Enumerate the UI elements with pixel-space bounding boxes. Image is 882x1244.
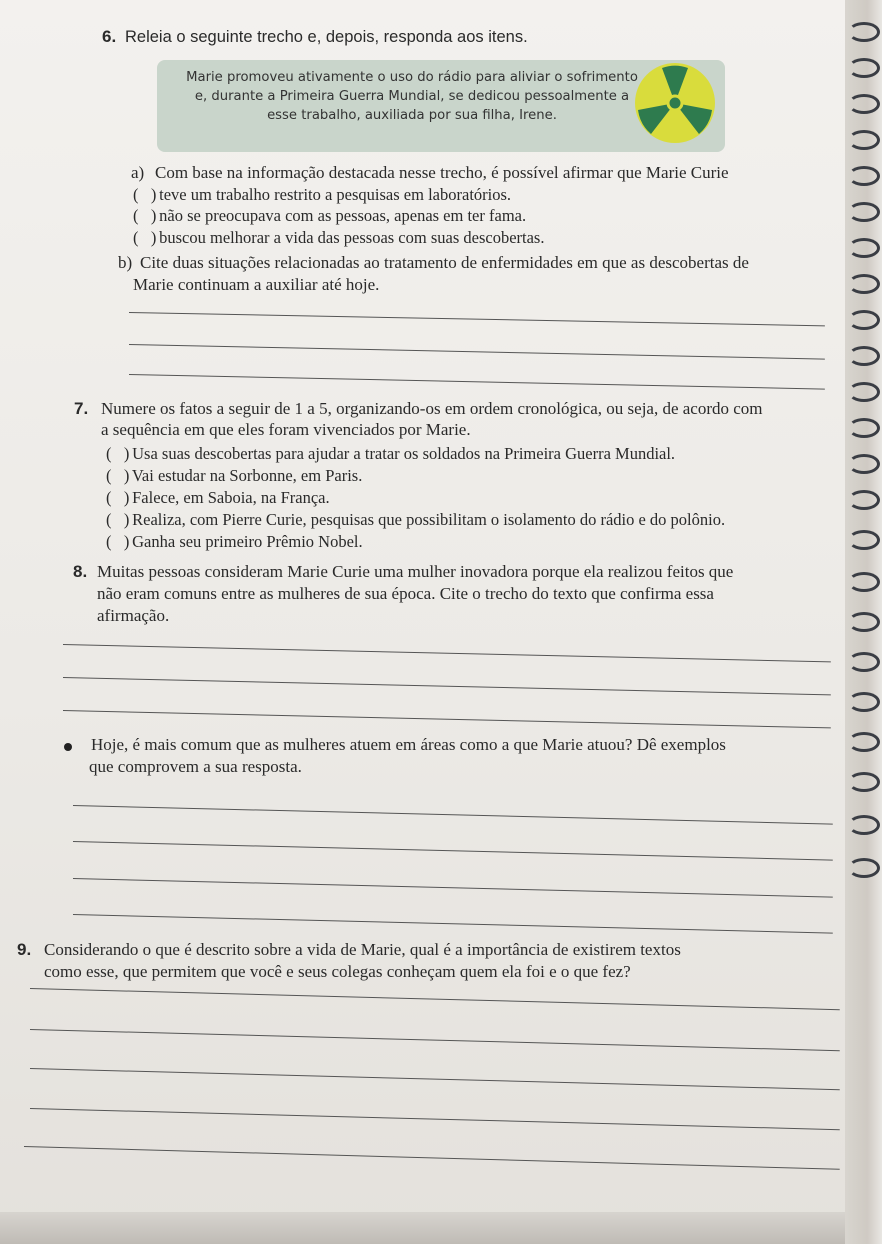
question-7-line-1: Numere os fatos a seguir de 1 a 5, organizando-os em ordem cronológica, ou seja, de acordo com: [101, 399, 763, 418]
question-9-number: 9.: [17, 940, 32, 959]
binding-ring: [848, 772, 880, 792]
question-6-number: 6.: [102, 27, 117, 46]
binding-ring: [848, 382, 880, 402]
question-7-number: 7.: [74, 399, 89, 418]
answer-line[interactable]: [73, 841, 833, 861]
number-box[interactable]: ( ): [106, 466, 130, 485]
number-box[interactable]: ( ): [106, 532, 130, 551]
question-6a-text: Com base na informação destacada nesse trecho, é possível afirmar que Marie Curie: [155, 163, 729, 182]
question-6a-option-1[interactable]: ( ) teve um trabalho restrito a pesquisas em laboratórios.: [133, 185, 512, 204]
question-8-line-1: Muitas pessoas consideram Marie Curie uma mulher inovadora porque ela realizou feitos que: [97, 562, 734, 581]
question-8-bullet-line-1: Hoje, é mais comum que as mulheres atuem em áreas como a que Marie atuou? Dê exemplos: [91, 735, 726, 754]
question-9-line-2: como esse, que permitem que você e seus colegas conheçam quem ela foi e o que fez?: [44, 962, 631, 981]
binding-ring: [848, 572, 880, 592]
bullet-point: [64, 743, 72, 751]
binding-ring: [848, 418, 880, 438]
binding-ring: [848, 652, 880, 672]
answer-line[interactable]: [63, 677, 831, 695]
binding-ring: [848, 346, 880, 366]
answer-line[interactable]: [24, 1146, 840, 1170]
binding-ring: [848, 310, 880, 330]
excerpt-text: Marie promoveu ativamente o uso do rádio para aliviar o sofrimento e, durante a Primeira Guerra Mundial, se dedicou pessoalmente a esse trabalho, auxiliada por sua filha, Irene.: [186, 70, 638, 123]
binding-ring: [848, 166, 880, 186]
question-9-line-1: Considerando o que é descrito sobre a vida de Marie, qual é a importância de existirem textos: [44, 940, 681, 959]
question-7-option-1[interactable]: ( ) Usa suas descobertas para ajudar a tratar os soldados na Primeira Guerra Mundial.: [106, 444, 676, 463]
number-box[interactable]: ( ): [106, 488, 130, 507]
binding-ring: [848, 612, 880, 632]
page-bottom-edge: [0, 1212, 845, 1244]
question-6a-label: a): [131, 163, 145, 182]
answer-line[interactable]: [73, 878, 833, 898]
question-7-option-5[interactable]: ( ) Ganha seu primeiro Prêmio Nobel.: [106, 532, 363, 551]
binding-ring: [848, 490, 880, 510]
question-7-option-4[interactable]: ( ) Realiza, com Pierre Curie, pesquisas que possibilitam o isolamento do rádio e do polônio.: [106, 510, 726, 529]
answer-checkbox[interactable]: ( ): [133, 228, 157, 247]
binding-ring: [848, 732, 880, 752]
answer-line[interactable]: [129, 374, 825, 390]
number-box[interactable]: ( ): [106, 444, 130, 463]
answer-checkbox[interactable]: ( ): [133, 185, 157, 204]
answer-line[interactable]: [30, 1029, 840, 1051]
radiation-icon: [632, 60, 718, 146]
answer-line[interactable]: [63, 710, 831, 728]
answer-line[interactable]: [73, 805, 833, 825]
question-8-number: 8.: [73, 562, 88, 581]
answer-line[interactable]: [63, 644, 831, 662]
answer-line[interactable]: [30, 1068, 840, 1090]
binding-ring: [848, 94, 880, 114]
question-8-line-2: não eram comuns entre as mulheres de sua época. Cite o trecho do texto que confirma essa: [97, 584, 714, 603]
question-6b-line-2: Marie continuam a auxiliar até hoje.: [133, 275, 380, 294]
answer-line[interactable]: [129, 312, 825, 326]
question-8-bullet-line-2: que comprovem a sua resposta.: [89, 757, 302, 776]
binding-ring: [848, 274, 880, 294]
answer-checkbox[interactable]: ( ): [133, 206, 157, 225]
question-8-line-3: afirmação.: [97, 606, 170, 625]
answer-line[interactable]: [129, 344, 825, 360]
binding-ring: [848, 238, 880, 258]
binding-ring: [848, 130, 880, 150]
question-6a-option-3[interactable]: ( ) buscou melhorar a vida das pessoas com suas descobertas.: [133, 228, 545, 247]
question-6-prompt: Releia o seguinte trecho e, depois, responda aos itens.: [125, 28, 528, 46]
answer-line[interactable]: [30, 988, 840, 1010]
question-7-line-2: a sequência em que eles foram vivenciados por Marie.: [101, 420, 471, 439]
binding-ring: [848, 530, 880, 550]
spiral-binding: [845, 0, 882, 1244]
question-6b-line-1: Cite duas situações relacionadas ao tratamento de enfermidades em que as descobertas de: [140, 253, 749, 272]
answer-line[interactable]: [30, 1108, 840, 1130]
binding-ring: [848, 22, 880, 42]
binding-ring: [848, 202, 880, 222]
question-6a-option-2[interactable]: ( ) não se preocupava com as pessoas, apenas em ter fama.: [133, 206, 527, 225]
binding-ring: [848, 858, 880, 878]
binding-ring: [848, 58, 880, 78]
binding-ring: [848, 454, 880, 474]
binding-ring: [848, 815, 880, 835]
question-6b-label: b): [118, 253, 133, 272]
binding-ring: [848, 692, 880, 712]
number-box[interactable]: ( ): [106, 510, 130, 529]
question-7-option-2[interactable]: ( ) Vai estudar na Sorbonne, em Paris.: [106, 466, 363, 485]
answer-line[interactable]: [73, 914, 833, 934]
radiation-icon-center: [668, 96, 682, 110]
question-7-option-3[interactable]: ( ) Falece, em Saboia, na França.: [106, 488, 330, 507]
